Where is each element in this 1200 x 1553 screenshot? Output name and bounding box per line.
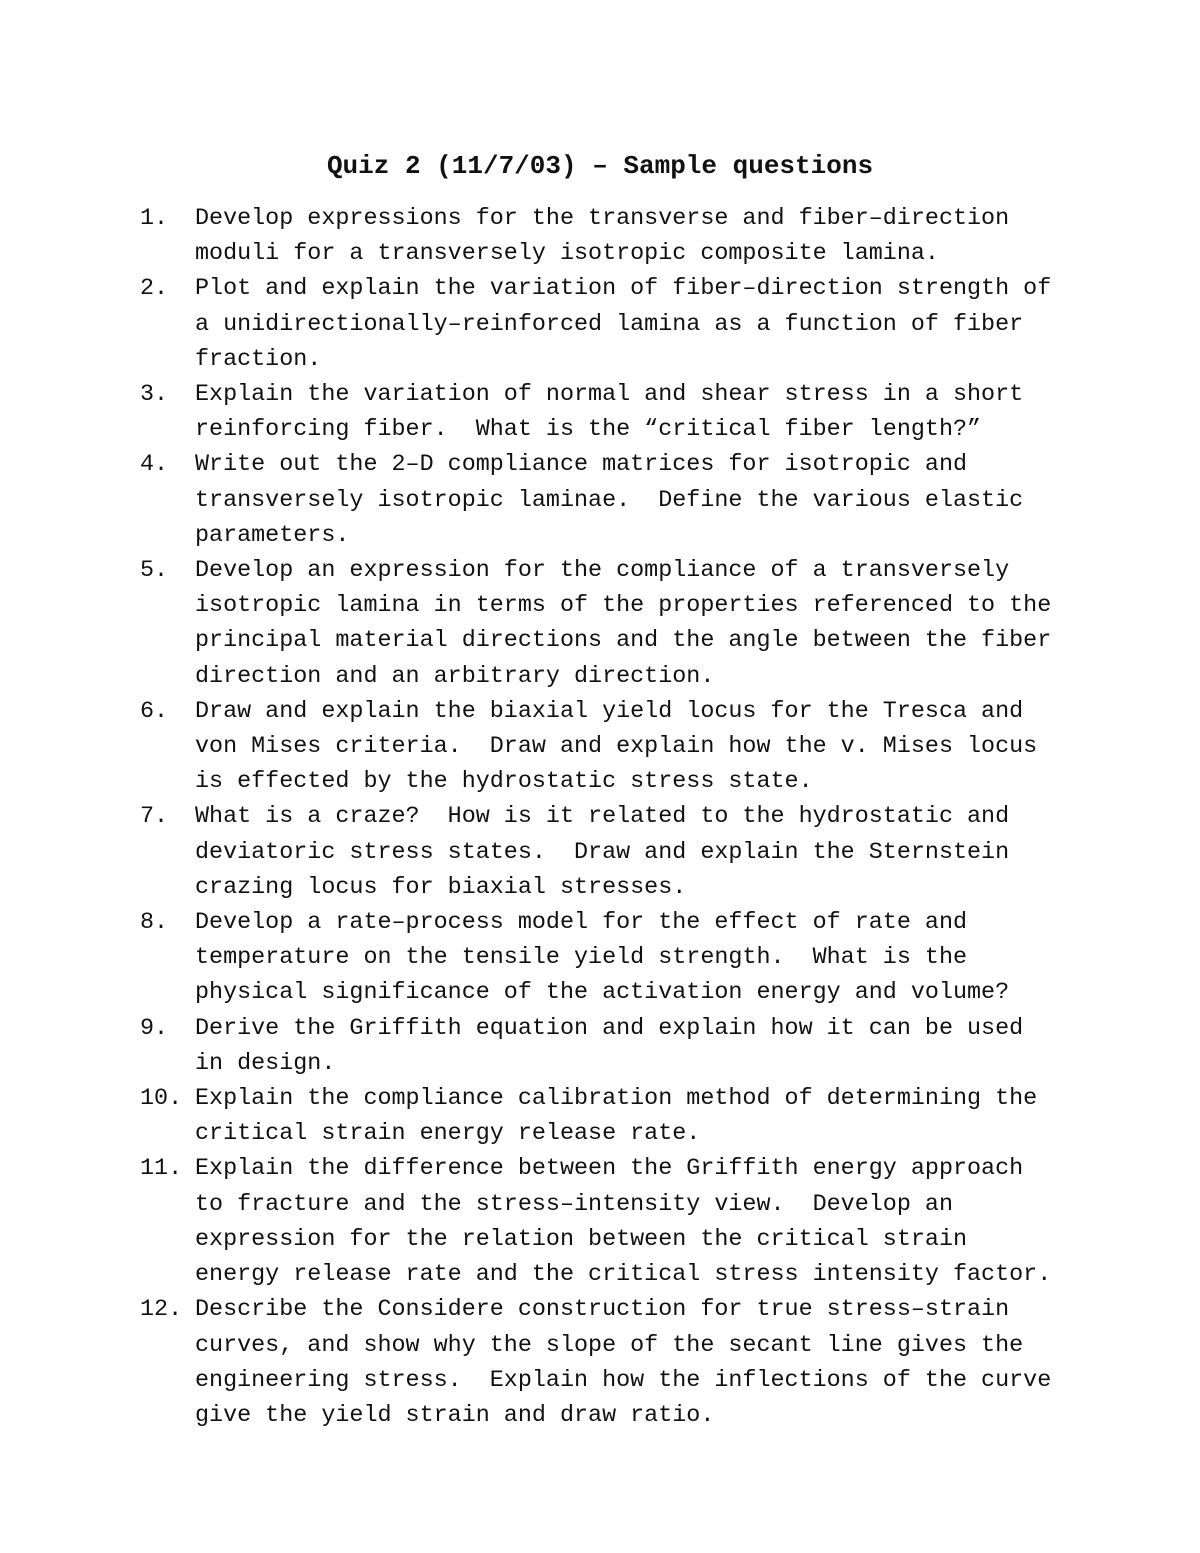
question-line: in design.: [195, 1050, 336, 1077]
question-line: crazing locus for biaxial stresses.: [195, 874, 687, 901]
question-text: [195, 1012, 1140, 1082]
question-item: [140, 1082, 1140, 1152]
question-line: Draw and explain the biaxial yield locus for the Tresca and: [195, 698, 1024, 725]
question-line: isotropic lamina in terms of the properties referenced to the: [195, 593, 1052, 620]
question-line: Develop a rate–process model for the effect of rate and: [195, 910, 968, 937]
question-line: Plot and explain the variation of fiber–direction strength of: [195, 276, 1052, 303]
question-number: 7.: [140, 804, 169, 831]
question-item: [140, 554, 1140, 695]
question-item: [140, 378, 1140, 448]
question-item: [140, 1152, 1140, 1293]
question-item: [140, 1012, 1140, 1082]
question-line: moduli for a transversely isotropic composite lamina.: [195, 241, 939, 268]
question-number: 1.: [140, 206, 169, 232]
question-line: Derive the Griffith equation and explain how it can be used: [195, 1015, 1024, 1042]
question-line: Develop expressions for the transverse and fiber–direction: [195, 206, 1010, 232]
question-number: 2.: [140, 276, 169, 303]
question-line: Describe the Considere construction for true stress–strain: [195, 1297, 1010, 1324]
question-text: [195, 800, 1140, 906]
question-line: a unidirectionally–reinforced lamina as a function of fiber: [195, 311, 1024, 338]
question-item: [140, 800, 1140, 906]
question-line: temperature on the tensile yield strength. What is the: [195, 945, 968, 972]
question-line: Explain the compliance calibration method of determining the: [195, 1086, 1038, 1113]
question-line: parameters.: [195, 522, 350, 549]
question-line: transversely isotropic laminae. Define the various elastic: [195, 487, 1024, 514]
question-line: Write out the 2–D compliance matrices for isotropic and: [195, 452, 968, 479]
question-number: 9.: [140, 1015, 169, 1042]
question-text: [195, 448, 1140, 554]
question-line: Develop an expression for the compliance of a transversely: [195, 558, 1010, 585]
question-item: [140, 695, 1140, 801]
question-text: [195, 695, 1140, 801]
question-line: von Mises criteria. Draw and explain how the v. Mises locus: [195, 734, 1038, 761]
question-number: 11.: [140, 1156, 183, 1183]
question-line: is effected by the hydrostatic stress state.: [195, 769, 813, 796]
question-text: [195, 1082, 1140, 1152]
question-line: reinforcing fiber. What is the “critical fiber length?”: [195, 417, 982, 444]
question-number: 3.: [140, 382, 169, 409]
question-line: engineering stress. Explain how the inflections of the curve: [195, 1367, 1052, 1394]
question-text: [195, 378, 1140, 448]
question-item: [140, 202, 1140, 272]
question-line: Explain the difference between the Griffith energy approach: [195, 1156, 1024, 1183]
question-line: direction and an arbitrary direction.: [195, 663, 715, 690]
question-number: 4.: [140, 452, 169, 479]
question-line: energy release rate and the critical stress intensity factor.: [195, 1262, 1052, 1289]
question-text: [195, 202, 1140, 272]
question-text: [195, 1293, 1140, 1434]
question-line: curves, and show why the slope of the secant line gives the: [195, 1332, 1024, 1359]
question-text: [195, 906, 1140, 1012]
question-number: 8.: [140, 910, 169, 937]
question-line: Explain the variation of normal and shear stress in a short: [195, 382, 1024, 409]
question-line: to fracture and the stress–intensity view. Develop an: [195, 1191, 953, 1218]
question-list: [140, 202, 1140, 1434]
question-number: 5.: [140, 558, 169, 585]
question-item: [140, 906, 1140, 1012]
question-number: 10.: [140, 1086, 183, 1113]
page-title: Quiz 2 (11/7/03) – Sample questions: [326, 151, 874, 181]
question-number: 6.: [140, 698, 169, 725]
question-line: give the yield strain and draw ratio.: [195, 1402, 715, 1429]
question-line: principal material directions and the angle between the fiber: [195, 628, 1052, 655]
question-text: [195, 272, 1140, 378]
question-line: critical strain energy release rate.: [195, 1121, 701, 1148]
question-item: [140, 1293, 1140, 1434]
question-line: expression for the relation between the critical strain: [195, 1226, 968, 1253]
question-item: [140, 272, 1140, 378]
question-text: [195, 1152, 1140, 1293]
question-line: physical significance of the activation energy and volume?: [195, 980, 1010, 1007]
question-number: 12.: [140, 1297, 183, 1324]
question-item: [140, 448, 1140, 554]
question-line: What is a craze? How is it related to the hydrostatic and: [195, 804, 1010, 831]
question-line: deviatoric stress states. Draw and explain the Sternstein: [195, 839, 1010, 866]
question-line: fraction.: [195, 346, 322, 373]
question-text: [195, 554, 1140, 695]
